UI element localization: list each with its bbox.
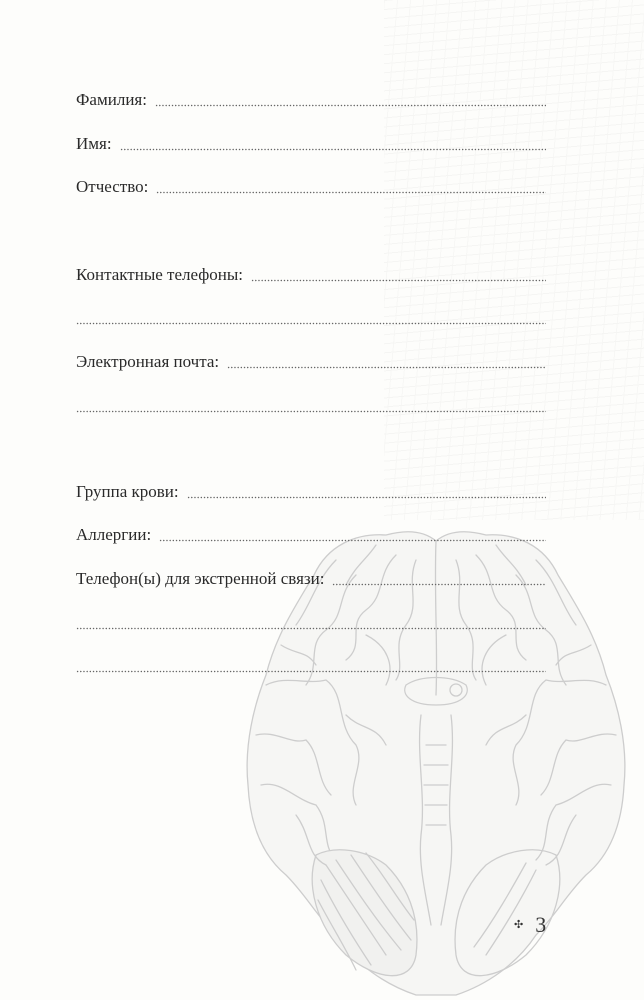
patronymic-dotted-line[interactable] <box>156 191 546 194</box>
blood-group-label: Группа крови: <box>76 482 179 501</box>
page-footer <box>514 912 546 938</box>
last-name-label: Фамилия: <box>76 90 147 109</box>
phones-field[interactable] <box>76 257 546 285</box>
page-number: 3 <box>535 912 547 937</box>
first-name-dotted-line[interactable] <box>120 148 546 151</box>
last-name-field[interactable] <box>76 82 546 110</box>
emergency-phones-field[interactable] <box>76 561 546 589</box>
phones-dotted-line[interactable] <box>251 279 546 282</box>
email-label: Электронная почта: <box>76 352 220 371</box>
patronymic-field[interactable] <box>76 169 546 197</box>
first-name-field[interactable] <box>76 126 546 154</box>
email-dotted-line[interactable] <box>227 366 546 369</box>
blood-group-field[interactable] <box>76 474 546 502</box>
emergency-extra-line-1[interactable] <box>76 627 546 630</box>
first-name-label: Имя: <box>76 134 112 153</box>
emergency-phones-dotted-line[interactable] <box>332 583 546 586</box>
emergency-phones-label: Телефон(ы) для экстренной связи: <box>76 569 325 588</box>
email-field[interactable] <box>76 344 546 372</box>
ornament-icon: ✣ <box>514 919 524 931</box>
emergency-extra-line-2[interactable] <box>76 670 546 673</box>
allergies-dotted-line[interactable] <box>159 539 546 542</box>
phones-extra-line[interactable] <box>76 322 546 325</box>
patronymic-label: Отчество: <box>76 177 149 196</box>
blood-group-dotted-line[interactable] <box>187 496 546 499</box>
email-extra-line[interactable] <box>76 410 546 413</box>
allergies-label: Аллергии: <box>76 525 152 544</box>
allergies-field[interactable] <box>76 517 546 545</box>
phones-label: Контактные телефоны: <box>76 265 244 284</box>
last-name-dotted-line[interactable] <box>155 104 546 107</box>
